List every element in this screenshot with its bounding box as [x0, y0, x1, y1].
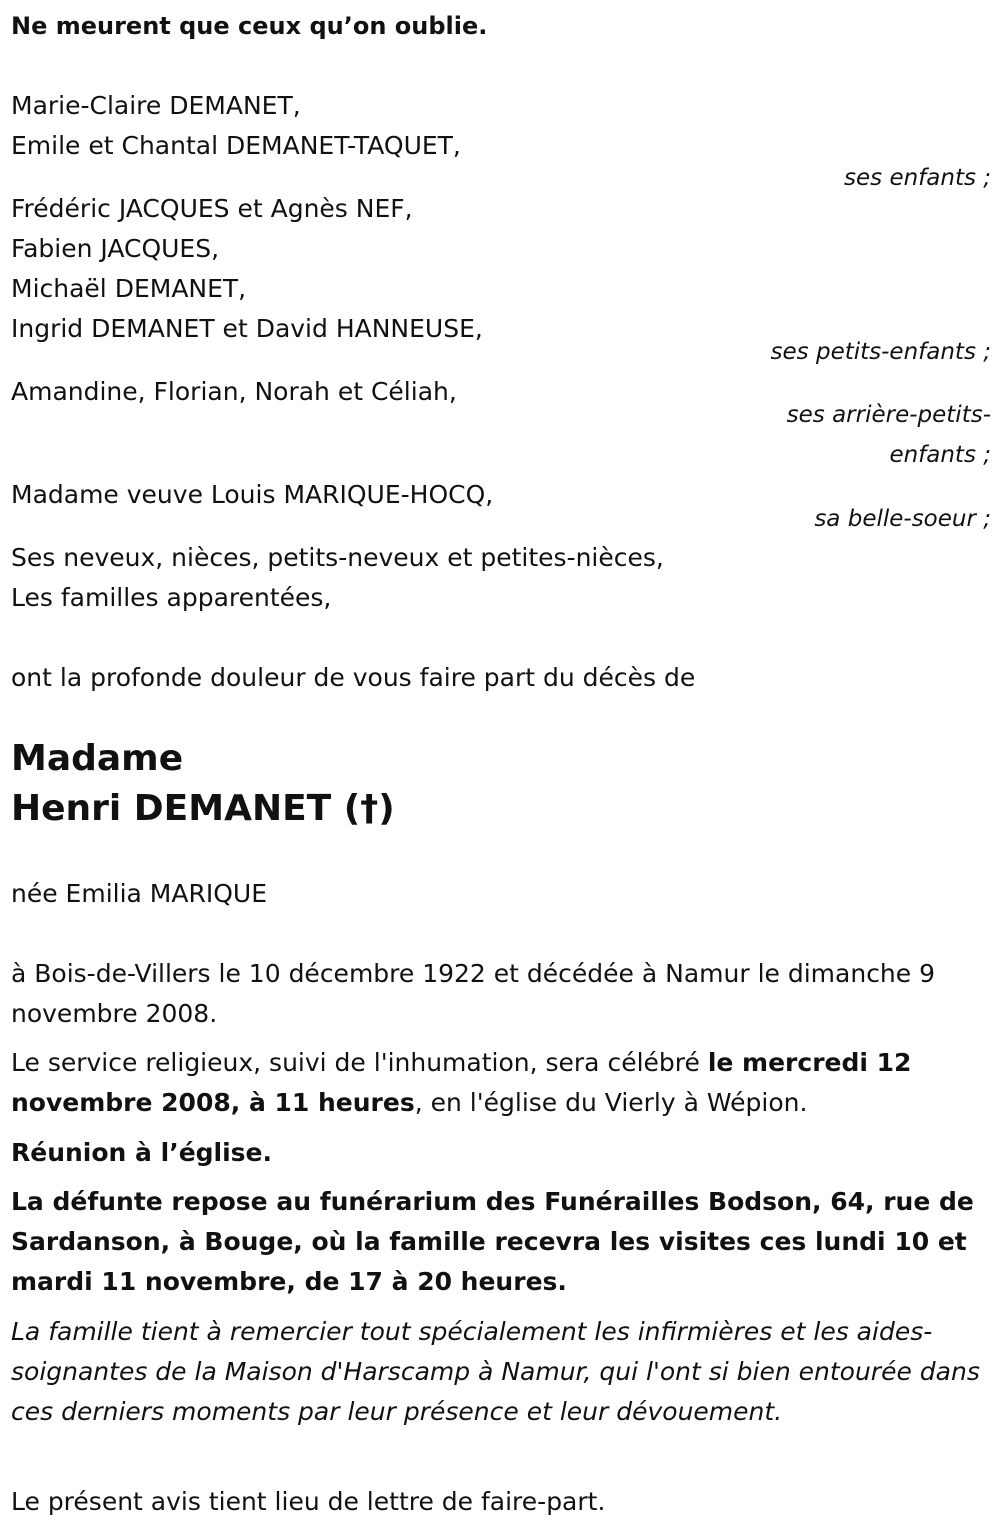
family-name-line: Ses neveux, nièces, petits-neveux et petites-nièces, — [11, 543, 664, 572]
family-name-line: Fabien JACQUES, — [11, 234, 220, 263]
other-relatives-group — [11, 538, 991, 618]
family-name-line: Marie-Claire DEMANET, — [11, 91, 301, 120]
relation-label: ses arrière-petits-enfants ; — [786, 402, 991, 468]
family-name-line: Emile et Chantal DEMANET-TAQUET, — [11, 131, 461, 160]
relation-label: sa belle-soeur ; — [814, 506, 991, 532]
announcement: ont la profonde douleur de vous faire part du décès de — [11, 663, 696, 692]
deceased-title: Madame — [11, 738, 184, 779]
birth-death-paragraph: à Bois-de-Villers le 10 décembre 1922 et décédée à Namur le dimanche 9 novembre 2008. — [11, 959, 936, 1028]
sister-in-law-group — [11, 475, 991, 539]
grandchildren-group — [11, 189, 991, 372]
thanks-paragraph: La famille tient à remercier tout spécialement les infirmières et les aides-soignantes de la Maison d'Harscamp à Namur, qui l'ont si bien entourée dans ces derniers moments par leur présence et leur dévouement. — [11, 1317, 980, 1426]
deceased-full-name: Henri DEMANET (†) — [11, 788, 395, 829]
service-date-time: le mercredi 12 novembre 2008, à 11 heures — [11, 1048, 912, 1117]
maiden-name: née Emilia MARIQUE — [11, 879, 267, 908]
relation-label: ses petits-enfants ; — [770, 339, 991, 365]
deceased-name — [11, 734, 395, 834]
family-name-line: Amandine, Florian, Norah et Céliah, — [11, 377, 457, 406]
meeting-note: Réunion à l’église. — [11, 1138, 273, 1167]
family-name-line: Ingrid DEMANET et David HANNEUSE, — [11, 314, 483, 343]
relation-label: ses enfants ; — [844, 165, 991, 191]
motto: Ne meurent que ceux qu’on oublie. — [11, 12, 488, 40]
family-name-line: Frédéric JACQUES et Agnès NEF, — [11, 194, 413, 223]
funerarium-paragraph: La défunte repose au funérarium des Funérailles Bodson, 64, rue de Sardanson, à Bouge, où la famille recevra les visites ces lundi 10 et mardi 11 novembre, de 17 à 20 heures. — [11, 1187, 974, 1296]
family-name-line: Michaël DEMANET, — [11, 274, 247, 303]
children-group — [11, 86, 991, 198]
family-name-line: Madame veuve Louis MARIQUE-HOCQ, — [11, 480, 494, 509]
closing-note: Le présent avis tient lieu de lettre de faire-part. — [11, 1487, 606, 1516]
service-paragraph: Le service religieux, suivi de l'inhumation, sera célébré le mercredi 12 novembre 2008, à 11 heures, en l'église du Vierly à Wépion. — [11, 1048, 912, 1117]
family-name-line: Les familles apparentées, — [11, 583, 332, 612]
